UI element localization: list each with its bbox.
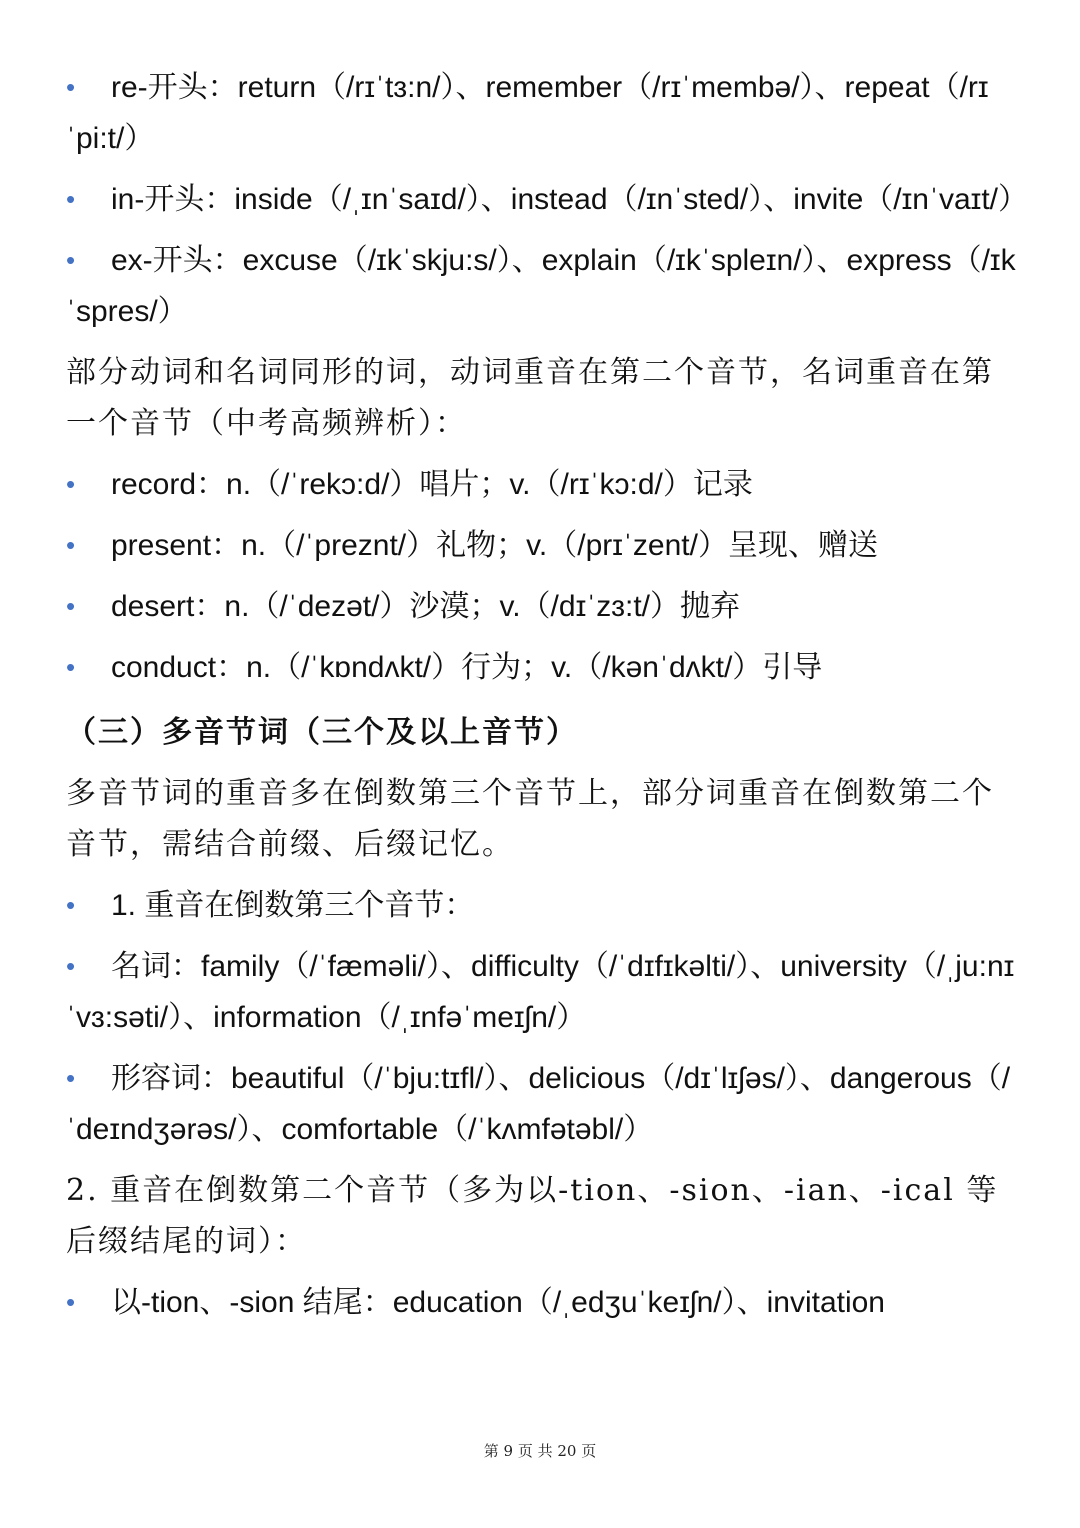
list-item-text: ex-开头：excuse（/ɪkˈskju:s/）、explain（/ɪkˈspleɪn/）、express（/ɪkˈspres/） bbox=[66, 244, 1016, 328]
list-item bbox=[66, 581, 1016, 632]
bullet-icon: • bbox=[66, 591, 76, 621]
list-item-text: 1. 重音在倒数第三个音节： bbox=[111, 889, 475, 922]
bullet-icon: • bbox=[66, 951, 76, 981]
bullet-icon: • bbox=[66, 1063, 76, 1093]
bullet-icon: • bbox=[66, 652, 76, 682]
paragraph: 多音节词的重音多在倒数第三个音节上，部分词重音在倒数第二个音节，需结合前缀、后缀记忆。 bbox=[66, 776, 994, 862]
list-item-text: present：n.（/ˈpreznt/）礼物；v.（/prɪˈzent/）呈现、赠送 bbox=[111, 529, 878, 562]
bullet-icon: • bbox=[66, 72, 76, 102]
list-item bbox=[66, 520, 1016, 571]
list-item-text: desert：n.（/ˈdezət/）沙漠；v.（/dɪˈzɜ:t/）抛弃 bbox=[111, 590, 741, 623]
paragraph: 2. 重音在倒数第二个音节（多为以-tion、-sion、-ian、-ical 等后缀结尾的词）： bbox=[66, 1173, 999, 1259]
bullet-icon: • bbox=[66, 530, 76, 560]
list-item-text: 以-tion、-sion 结尾：education（/ˌedʒuˈkeɪʃn/）、invitation bbox=[111, 1286, 885, 1319]
list-item bbox=[66, 1053, 1016, 1155]
list-item bbox=[66, 941, 1016, 1043]
list-item bbox=[66, 235, 1016, 337]
list-item bbox=[66, 1277, 1016, 1328]
bullet-icon: • bbox=[66, 469, 76, 499]
paragraph: 部分动词和名词同形的词，动词重音在第二个音节，名词重音在第一个音节（中考高频辨析）： bbox=[66, 355, 994, 441]
bullet-icon: • bbox=[66, 890, 76, 920]
list-item-text: conduct：n.（/ˈkɒndʌkt/）行为；v.（/kənˈdʌkt/）引导 bbox=[111, 651, 823, 684]
list-item bbox=[66, 459, 1016, 510]
bullet-icon: • bbox=[66, 184, 76, 214]
list-item-text: in-开头：inside（/ˌɪnˈsaɪd/）、instead（/ɪnˈsted/）、invite（/ɪnˈvaɪt/） bbox=[111, 183, 1029, 216]
list-item bbox=[66, 174, 1029, 225]
list-item bbox=[66, 880, 1016, 931]
document-body bbox=[66, 62, 1029, 1338]
list-item-text: 形容词：beautiful（/ˈbju:tɪfl/）、delicious（/dɪˈlɪʃəs/）、dangerous（/ˈdeɪndʒərəs/）、comfortable（/ˈkʌmfətəbl/） bbox=[66, 1062, 1011, 1146]
page-footer: 第 9 页 共 20 页 bbox=[483, 1442, 597, 1460]
list-item-text: 名词：family（/ˈfæməli/）、difficulty（/ˈdɪfɪkəlti/）、university（/ˌju:nɪˈvɜ:səti/）、information（/ˌɪnfəˈmeɪʃn/） bbox=[66, 950, 1015, 1034]
list-item bbox=[66, 62, 1016, 164]
bullet-icon: • bbox=[66, 245, 76, 275]
list-item bbox=[66, 642, 1016, 693]
section-heading: （三）多音节词（三个及以上音节） bbox=[66, 715, 578, 750]
list-item-text: re-开头：return（/rɪˈtɜ:n/）、remember（/rɪˈmembə/）、repeat（/rɪˈpi:t/） bbox=[66, 71, 989, 155]
list-item-text: record：n.（/ˈrekɔ:d/）唱片；v.（/rɪˈkɔ:d/）记录 bbox=[111, 468, 753, 501]
bullet-icon: • bbox=[66, 1287, 76, 1317]
